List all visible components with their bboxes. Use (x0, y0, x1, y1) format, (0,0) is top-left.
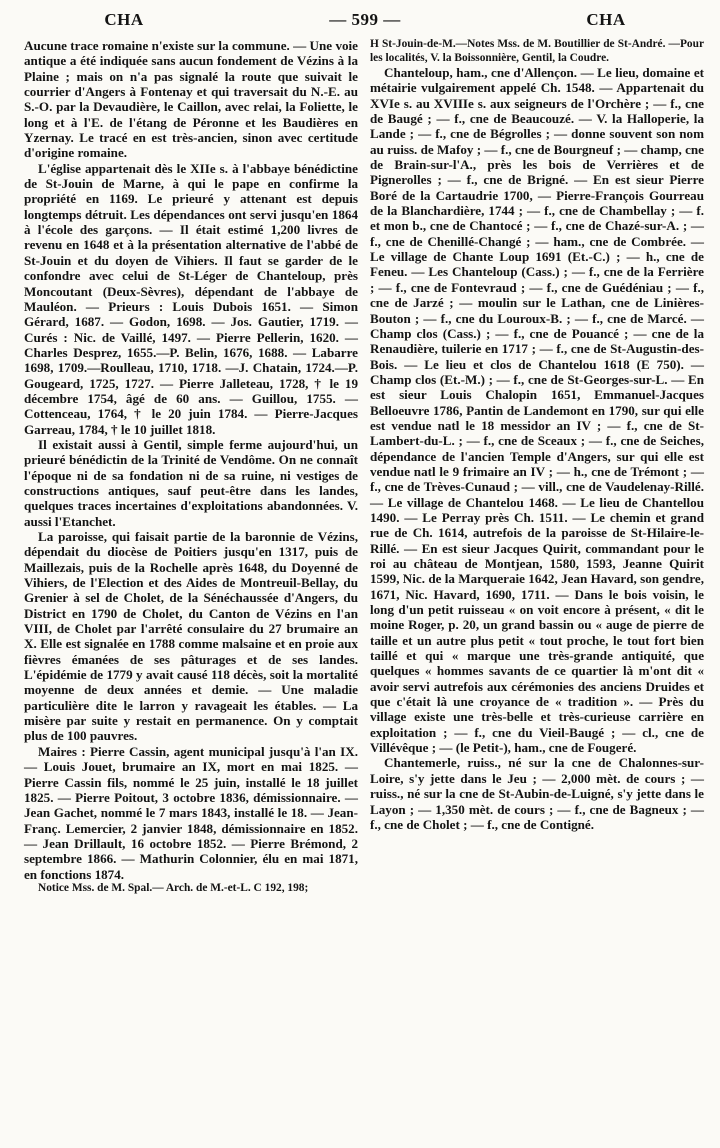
paragraph: Aucune trace romaine n'existe sur la commune. — Une voie antique a été indiquée sans aucun fondement de Vézins à la Plaine ; mais on n'a pas signalé la route que suivait le courrier d'Angers à Fontenay et qui traversait du N.-E. au S.-O. par la Devaudière, le Caillon, avec relai, la Foliette, le long et à l'E. de l'étang de Péronne et les Baudières en Yzernay. Le tracé en est très-ancien, sinon avec certitude d'origine romaine. (24, 38, 358, 161)
entry-chantemerle: Chantemerle, ruiss., né sur la cne de Chalonnes-sur-Loire, s'y jette dans le Jeu ; — 2,000 mèt. de cours ; — ruiss., né sur la cne de St-Aubin-de-Luigné, s'y jette dans le Layon ; — 1,350 mèt. de cours ; — f., cne de Bagneux ; — f., cne de Cholet ; — f., cne de Contigné. (370, 755, 704, 832)
paragraph: L'église appartenait dès le XIIe s. à l'abbaye bénédictine de St-Jouin de Marne, à qui le pape en confirme la propriété en 1169. Le prieuré y attenant est depuis longtemps détruit. Les dépendances ont servi jusqu'en 1864 à l'école des garçons. — Il était estimé 1,200 livres de revenu en 1648 et à la présentation alternative de l'abbé de St-Jouin et du doyen de Vihiers. Il faut se garder de le confondre avec celui de St-Léger de Chanteloup, près Moncoutant (Deux-Sèvres), dépendant de l'abbaye de Mauléon. — Prieurs : Louis Dubois 1651. — Simon Gérard, 1687. — Godon, 1698. — Jos. Gautier, 1719. — Curés : Nic. de Vaillé, 1497. — Pierre Pellerin, 1620. —Charles Desprez, 1655.—P. Belin, 1676, 1688. — Labarre 1698, 1709.—Roulleau, 1710, 1718. —J. Chatain, 1724.—P. Gougeard, 1725, 1727. — Pierre Jalleteau, 1728, † le 19 décembre 1754, âgé de 60 ans. — Guillou, 1755. — Cottenceau, 1764, † le 20 juin 1784. — Pierre-Jacques Garreau, 1784, † le 10 juillet 1818. (24, 160, 358, 437)
header-left: CHA (104, 10, 144, 29)
paragraph: Maires : Pierre Cassin, agent municipal jusqu'à l'an IX. — Louis Jouet, brumaire an IX, mort en mai 1825. — Pierre Cassin fils, nommé le 25 juin, installé le 18 juillet 1825. — Pierre Poitout, 3 octobre 1836, démissionnaire. — Jean Gachet, nommé le 7 mars 1843, installé le 18. — Jean-Franç. Lemercier, 2 janvier 1848, démissionnaire en 1852. — Jean Drillault, 16 octobre 1852. — Pierre Brémond, 2 septembre 1866. — Mathurin Colonnier, élu en mai 1871, en fonctions 1874. (24, 743, 358, 882)
right-column (370, 38, 704, 895)
entry-chanteloup: Chanteloup, ham., cne d'Allençon. — Le lieu, domaine et métairie vulgairement appelé Ch. 1548. — Appartenait du XVIe s. au XVIIIe s. aux seigneurs de l'Orchère ; — f., cne de Baugé ; — f., cne de Beaucouzé. — V. la Halloperie, la Lande ; — f., cne de Bégrolles ; — donne souvent son nom au ruiss. de Mafoy ; — f., cne de Bourgneuf ; — champ, cne de Brain-sur-l'A., près les bois de Verrières et de Pignerolles ; — f., cne de Brigné. — En est sieur Pierre Boré de la Cartaudrie 1700, — Pierre-François Gourreau de la Blanchardière, 1744 ; — f., cne de Chambellay ; — f. et mon b., cne de Chantocé ; — f., cne de Chazé-sur-A. ; — f., cne de Chenillé-Changé ; — ham., cne de Combrée. — Le village de Chante Loup 1691 (Et.-C.) ; — h., cne de Feneu. — Les Chanteloup (Cass.) ; — f., cne de la Ferrière ; — f., cne de Fontevraud ; — f., cne de Guédéniau ; — f., cne de Jarzé ; — moulin sur le Lathan, cne de Linières-Bouton ; — f., cne du Louroux-B. ; — f., cne de Marcé. — Champ clos (Cass.) ; — f., cne de Pouancé ; — cne de la Renaudière, tuilerie en 1717 ; — f., cne de St-Augustin-des-Bois. — Le lieu et clos de Chantelou 1618 (E 750). — Champ clos (Et.-M.) ; — f., cne de St-Georges-sur-L. — En est sieur Louis Chalopin 1651, Emmanuel-Jacques Belloeuvre 1786, Pantin de Landemont en 1790, sur qui elle est vendue natl le 18 messidor an IV ; — f., cne de St-Lambert-du-L. ; — f., cne de Sceaux ; — f., cne de Seiches, dépendance de l'ancien Temple d'Angers, sur qui elle est vendue natl le 9 frimaire an IV ; — h., cne de Trémont ; — f., cne de Trèves-Cunaud ; — vill., cne de Vaudelenay-Rillé. — Le village de Chantelou 1468. — Le lieu de Chantellou 1490. — Le Perray près Ch. 1511. — Le chemin et grand rue de Ch. 1614, autrefois de la paroisse de St-Hilaire-le-Rillé. — En est sieur Jacques Quirit, commandant pour le roi au château de Montjean, 1580, 1593, Jeanne Quirit 1599, Nic. de la Marqueraie 1642, Jean Havard, son gendre, 1671, Nic. Havard, 1690, 1711. — Dans le bois voisin, le long d'un petit ruisseau « on voit encore à présent, « dit le moine Roger, p. 20, un grand bassin ou « auge de pierre de taille et un autre plus petit « tout proche, le tout fort bien taillé et qui « marque une très-grande antiquité, que quelques « hommes savants de ce quartier là m'ont dit « avoir servi autrefois aux cérémonies des anciens Druides et que c'était là une croyance de « tradition ». — Près du village existe une très-belle et très-curieuse carrière en exploitation ; — f., cne du Vieil-Baugé ; — cl., cne de Villévêque ; — (le Petit-), ham., cne de Fougeré. (370, 65, 704, 756)
running-header (24, 8, 706, 32)
text-columns (24, 38, 706, 895)
paragraph: Il existait aussi à Gentil, simple ferme aujourd'hui, un prieuré bénédictin de la Trinité de Vendôme. On ne connaît l'époque ni de sa fondation ni de sa ruine, ni vestiges de constructions antiques, sauf peut-être dans les landes, quelques traces incertaines d'exploitations abandonnées. V. aussi l'Etanchet. (24, 436, 358, 529)
paragraph: La paroisse, qui faisait partie de la baronnie de Vézins, dépendait du diocèse de Poitiers jusqu'en 1317, puis de Maillezais, puis de la Rochelle après 1648, du Doyenné de Vihiers, de l'Election et des Aides de Montreuil-Bellay, du Grenier à sel de Cholet, de la Sénéchaussée d'Angers, du District en 1790 de Cholet, du Canton de Vézins en l'an VIII, de Cholet par l'arrêté consulaire du 27 brumaire an X. Elle est signalée en 1788 comme malsaine et en proie aux fièvres émanées de ses pâturages et de ses landes. L'épidémie de 1779 y avait causé 118 décès, soit la mortalité moyenne de deux années et demie. — Une maladie particulière dite le larron y ravageait les étables. — La misère par suite y restait en permanence. On y comptait plus de 100 pauvres. (24, 529, 358, 744)
page-number: — 599 — (329, 10, 401, 29)
source-note: Notice Mss. de M. Spal.— Arch. de M.-et-L. C 192, 198; (38, 881, 309, 894)
source-note: H St-Jouin-de-M.—Notes Mss. de M. Boutillier de St-André. —Pour les localités, V. la Boissonnière, Gentil, la Coudre. (370, 38, 704, 64)
header-right: CHA (586, 10, 626, 29)
left-column (24, 38, 358, 895)
